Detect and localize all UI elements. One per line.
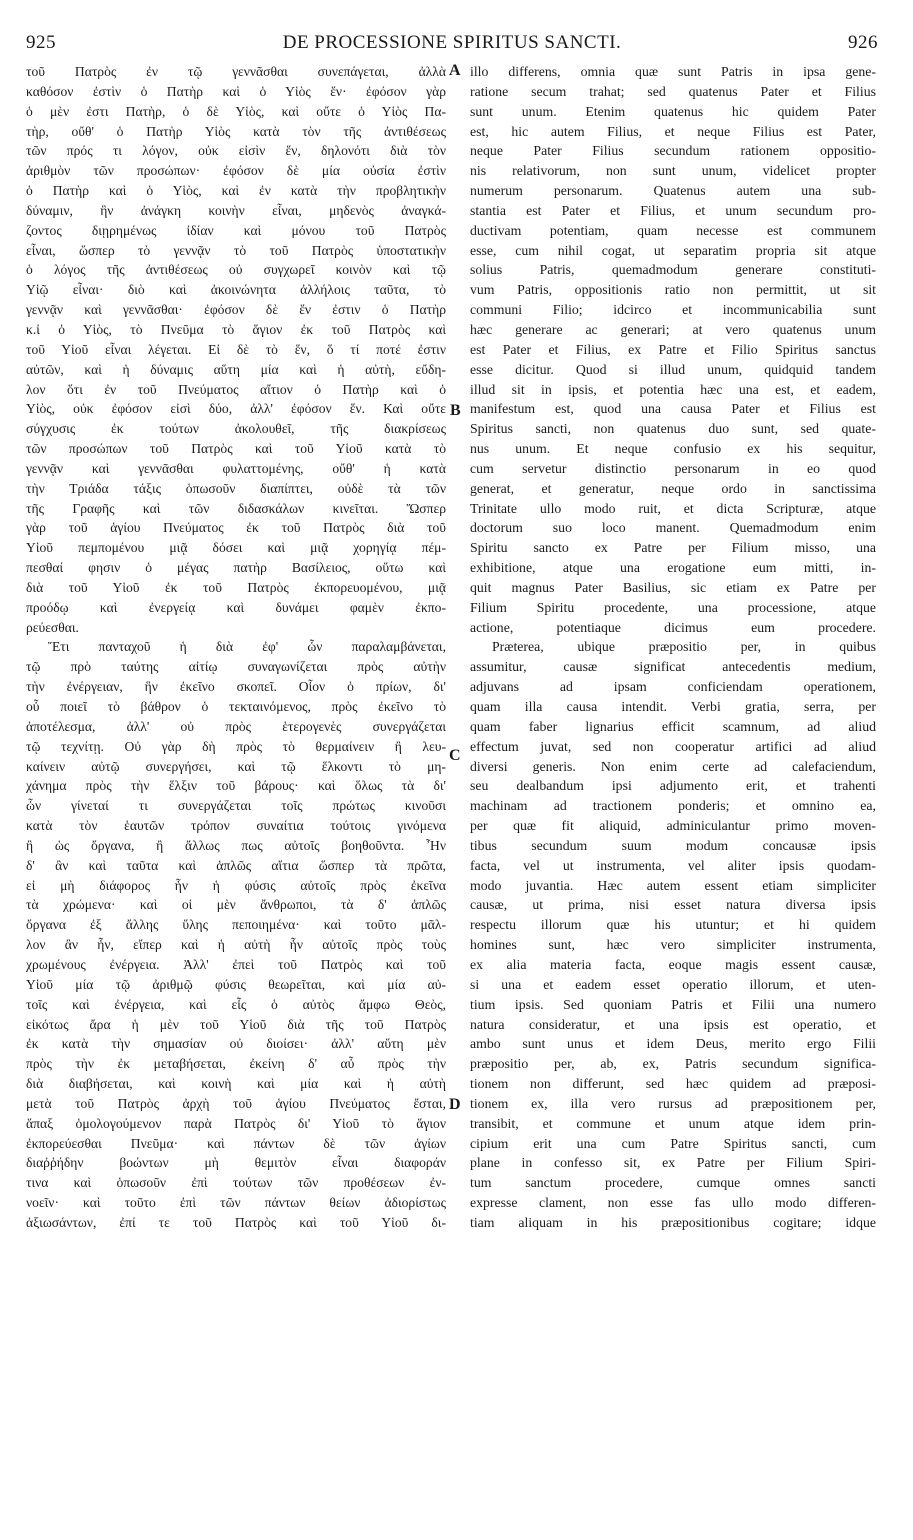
text-line: quam faber lignarius efficit scamnum, ad aliud xyxy=(470,718,876,734)
text-line: manifestum est, quod una causa Pater et Filius est xyxy=(470,401,876,417)
text-line: quit magnus Pater Basilius, sic etiam ex Patre per xyxy=(470,579,876,595)
text-line: ρεύεσθαι. xyxy=(26,619,79,635)
text-line: tionem non differunt, sed hæc quidem ad præposi- xyxy=(470,1076,876,1092)
text-line: Spiritu sancto ex Patre per Filium misso, una xyxy=(470,540,876,556)
text-line: πεσθαί φησιν ὁ μέγας πατὴρ Βασίλειος, οὕτω καὶ xyxy=(26,560,446,576)
text-line: ἀποτέλεσμα, ἀλλ' οὐ πρὸς ἑτερογενὲς συνεργάζεται xyxy=(26,718,446,734)
text-line: τὴρ, οὔθ' ὁ Πατὴρ Υἱὸς κατὰ τὸν τῆς ἀντιθέσεως xyxy=(26,123,446,139)
text-line: Spiritus sancti, non quatenus duo sunt, sed quate- xyxy=(470,421,876,437)
text-line: δύναμιν, ἣν ἀνάγκη κοινὴν εἶναι, μηδενὸς ἀναγκά- xyxy=(26,202,446,218)
text-line: δ' ἂν καὶ ταῦτα καὶ ἁπλῶς αἴτια ὥσπερ τὰ πρῶτα, xyxy=(26,857,446,873)
text-line: Υἱοῦ μία τῷ ἀριθμῷ φύσις θεωρεῖται, καὶ μία αὐ- xyxy=(26,976,446,992)
text-line: διαῤῥήδην βοώντων μὴ θεμιτὸν εἶναι διαφοράν xyxy=(26,1155,446,1171)
text-line: τῷ πρὸ ταύτης αἰτίῳ συναγωνίζεται πρὸς αὐτὴν xyxy=(26,659,446,675)
text-line: doctorum suo loco manent. Quemadmodum enim xyxy=(470,520,876,536)
text-line: numerum personarum. Quatenus autem una sub- xyxy=(470,183,876,199)
text-line: εἶναι, ὥσπερ τὸ γεννᾷν τὸ τοῦ Πατρὸς ὑποστατικὴν xyxy=(26,242,446,258)
text-line: τὴν Τριάδα τάξις ὁπωσοῦν διαπίπτει, οὐδὲ τὰ τῶν xyxy=(26,480,446,496)
page-number-right: 926 xyxy=(848,32,878,53)
text-line: ὧν γίνεταί τι συνεργάζεται τοῖς πρώτως κινοῦσι xyxy=(26,798,446,814)
text-line: καθόσον ἐστὶν ὁ Πατὴρ καὶ ὁ Υἱὸς ἕν· ἐφόσον γὰρ xyxy=(26,83,446,99)
text-line: λον ὅτι ἐν τοῦ Πνεύματος αἴτιον ὁ Πατὴρ καὶ ὁ xyxy=(26,381,446,397)
text-line: ἀξιωσάντων, ἐπί τε τοῦ Πατρὸς καὶ τοῦ Υἱοῦ δι- xyxy=(26,1214,446,1230)
text-line: est Pater et Filius, ex Patre et Filio Spiritus sanctus xyxy=(470,341,876,357)
text-line: esse, cum nihil cogat, ut separatim propria sit atque xyxy=(470,242,876,258)
text-line: τῆς Γραφῆς καὶ τῶν διδασκάλων κινεῖται. Ὥσπερ xyxy=(26,500,446,516)
text-line: tum sanctum procedere, cumque omnes sancti xyxy=(470,1175,876,1191)
text-line: ratione secum trahat; sed quatenus Pater et Filius xyxy=(470,83,876,99)
text-line: τινα καὶ ὁπωσοῦν ἐπὶ τούτων τῶν προθέσεων ἐν- xyxy=(26,1175,446,1191)
text-line: actione, potentiaque dicimus eum procedere. xyxy=(470,619,876,635)
page-header xyxy=(26,32,878,58)
page-number-left: 925 xyxy=(26,32,56,53)
text-line: ἀριθμὸν τῶν προσώπων· ἐφόσον δὲ μία οὐσία ἐστὶν xyxy=(26,163,446,179)
text-line: τῷ τεχνίτῃ. Οὐ γὰρ δὴ πρὸς τὸ θερμαίνειν ἢ λευ- xyxy=(26,738,446,754)
text-line: ζοντος διῃρημένως ἰδίαν καὶ μόνου τοῦ Πατρὸς xyxy=(26,222,446,238)
text-line: διὰ τοῦ Υἱοῦ ἐκ τοῦ Πατρὸς ἐκπορευομένου, μιᾷ xyxy=(26,579,446,595)
text-line: hæc generare ac generari; at vero quatenus unum xyxy=(470,321,876,337)
text-line: sunt unum. Etenim quatenus hic quidem Pater xyxy=(470,103,876,119)
text-line: Trinitate ullo modo ruit, et dicta Scripturæ, atque xyxy=(470,500,876,516)
text-line: ductivam potentiam, quam necesse est communem xyxy=(470,222,876,238)
text-line: ὁ Πατὴρ καὶ ὁ Υἱὸς, καὶ ἐν κατὰ τὴν προβλητικὴν xyxy=(26,183,446,199)
text-line: esse dicitur. Quod si illud unum, quidquid tandem xyxy=(470,361,876,377)
margin-marker-c: C xyxy=(449,747,461,764)
running-title: DE PROCESSIONE SPIRITUS SANCTI. xyxy=(282,32,622,53)
text-line: κατὰ τὸν ἑαυτῶν τρόπον συναίτια τούτοις γινόμενα xyxy=(26,818,446,834)
text-line: ὁ λόγος τῆς ἀντιθέσεως οὐ συγχωρεῖ κοινὸν καὶ τῷ xyxy=(26,262,446,278)
text-line: ex alia materia facta, eoque magis essent causæ, xyxy=(470,956,876,972)
text-line: χρωμένους ἐνέργεια. Ἀλλ' ἐπεὶ τοῦ Πατρὸς καὶ τοῦ xyxy=(26,956,446,972)
text-line: solius Patris, quemadmodum generare constituti- xyxy=(470,262,876,278)
text-line: σύγχυσις ἐκ τούτων ἀκολουθεῖ, τῆς διακρίσεως xyxy=(26,421,446,437)
text-line: ὄργανα ἐξ ἄλλης ὕλης πεποιημένα· καὶ τοῦτο μᾶλ- xyxy=(26,917,446,933)
text-line: quam illa causa intendit. Verbi gratia, serra, per xyxy=(470,699,876,714)
text-line: diversi generis. Non enim certe ad calefaciendum, xyxy=(470,758,876,774)
text-line: natura consideratur, et una ipsis est operatio, et xyxy=(470,1016,876,1032)
text-line: plane in confesso sit, ex Patre per Filium Spiri- xyxy=(470,1155,876,1171)
text-line: seu dealbandum ipsi adjumento erit, et trahenti xyxy=(470,778,876,794)
text-line: τοῖς καὶ ἐνέργεια, καὶ εἷς ὁ αὐτὸς ἄμφω Θεὸς, xyxy=(26,996,446,1012)
text-line: Filium Spiritu procedente, una processione, atque xyxy=(470,599,876,615)
text-line: αὐτῶν, καὶ ἡ δύναμις αὕτη μία καὶ ἡ αὐτὴ, εὔδη- xyxy=(26,361,446,377)
text-line: πρὸς τὴν ἐκ μεταβήσεται, ἐκείνη δ' αὖ πρὸς τὴν xyxy=(26,1056,446,1072)
text-line: τοῦ Υἱοῦ εἶναι λέγεται. Εἰ δὲ τὸ ἕν, ὅ τί ποτέ ἐστιν xyxy=(26,341,446,357)
text-line: causæ, ut prima, nisi esset natura diversa ipsis xyxy=(470,897,876,913)
text-line: Υἱῷ εἶναι· διὸ καὶ ἀκοινώνητα ἀλλήλοις ταῦτα, τὸ xyxy=(26,282,446,298)
text-line: illud sit in ipsis, et potentia hæc una est, et eadem, xyxy=(470,381,876,397)
text-line: τῶν πρός τι λόγον, οὐκ εἰσὶν ἕν, δηλονότι διὰ τὸν xyxy=(26,143,446,159)
text-line: illo differens, omnia quæ sunt Patris in ipsa gene- xyxy=(470,64,876,79)
text-line: cum servetur distinctio personarum in eo quod xyxy=(470,460,876,476)
text-line: Præterea, ubique præpositio per, in quibus xyxy=(492,639,876,655)
text-line: respectu illorum quæ his utuntur; et hi quidem xyxy=(470,917,876,933)
text-line: communi Filio; idcirco et incommunicabilia sunt xyxy=(470,302,876,318)
text-line: τῶν προσώπων τοῦ Πατρὸς καὶ τοῦ Υἱοῦ κατὰ τὸ xyxy=(26,441,446,457)
text-line: tionem ex, illa vero rursus ad præpositionem per, xyxy=(470,1095,876,1111)
text-line: εἰ μὴ διάφορος ἦν ἡ φύσις αὐτοῖς πρὸς ἐκεῖνα xyxy=(26,877,446,893)
greek-column xyxy=(26,62,446,1233)
text-line: γὰρ τοῦ ἁγίου Πνεύματος ἐκ τοῦ Πατρὸς διὰ τοῦ xyxy=(26,520,446,536)
text-line: μετὰ τοῦ Πατρὸς ἀρχὴ τοῦ ἁγίου Πνεύματος ἔσται, xyxy=(26,1095,446,1111)
text-line: ἢ ὡς ὄργανα, ἢ ἄλλως πως αὐτοῖς βοηθοῦντα. Ἦν xyxy=(26,837,446,853)
text-line: Υἱοῦ πεμπομένου μιᾷ δόσει καὶ μιᾷ χορηγίᾳ πέμ- xyxy=(26,540,446,556)
text-line: neque Pater Filius secundum rationem oppositio- xyxy=(470,143,876,159)
text-line: generat, et generatur, neque ordo in sanctissima xyxy=(470,480,876,496)
text-line: machinam ad tractionem ponderis; et omnino ea, xyxy=(470,798,876,814)
text-line: ἐκπορεύεσθαι Πνεῦμα· καὶ πάντων δὲ τῶν ἁγίων xyxy=(26,1135,446,1151)
text-line: vum Patris, oppositionis ratio non permittit, ut sit xyxy=(470,282,876,298)
text-line: per quæ fit aliquid, adminiculantur primo moven- xyxy=(470,818,876,834)
text-line: præpositio per, ab, ex, Patris secundum significa- xyxy=(470,1056,876,1072)
text-line: tiam aliquam in his præpositionibus cogitare; idque xyxy=(470,1214,876,1230)
text-line: οὗ ποιεῖ τὸ βάθρον ὁ τεκταινόμενος, πρὸς ἐκεῖνο τὸ xyxy=(26,699,446,714)
text-line: ambo sunt unus et idem Deus, merito ergo Filii xyxy=(470,1036,876,1052)
text-line: καίνειν αὐτῷ συνεργήσει, καὶ τῷ ἕλκοντι τὸ μη- xyxy=(26,758,446,774)
text-line: τὰ χρώμενα· καὶ οἱ μὲν ἄνθρωποι, τὰ δ' ἁπλῶς xyxy=(26,897,446,913)
text-line: transibit, et commune et unum atque idem prin- xyxy=(470,1115,876,1131)
text-line: homines sunt, hæc vero simpliciter instrumenta, xyxy=(470,937,876,953)
text-line: ἐκ κατὰ τὴν σημασίαν οὐ διοίσει· ἀλλ' αὕτη μὲν xyxy=(26,1036,446,1052)
text-line: ὁ μὲν ἐστι Πατὴρ, ὁ δὲ Υἱὸς, καὶ οὔτε ὁ Υἱὸς Πα- xyxy=(26,103,446,119)
text-line: est, hic autem Filius, et neque Filius est Pater, xyxy=(470,123,876,139)
text-line: nis relativorum, non sunt unum, videlicet propter xyxy=(470,163,876,179)
text-line: διὰ διαβήσεται, καὶ κοινὴ καὶ μία καὶ ἡ αὐτὴ xyxy=(26,1076,446,1092)
latin-column xyxy=(470,62,876,1233)
text-line: si una et eadem esset operatio illorum, et uten- xyxy=(470,976,876,992)
text-line: λον ἂν ἦν, εἴπερ καὶ ἡ αὐτὴ ἦν αὐτοῖς πρὸς τοὺς xyxy=(26,937,446,953)
text-line: νοεῖν· καὶ τοῦτο ἐπὶ τῶν πάντων θείων ἀδιορίστως xyxy=(26,1195,446,1211)
text-line: Ἔτι πανταχοῦ ἡ διὰ ἐφ' ὧν παραλαμβάνεται, xyxy=(48,639,446,655)
text-line: effectum juvat, sed non cooperatur artifici ad aliud xyxy=(470,738,876,754)
text-line: τὴν ἐνέργειαν, ἣν ἐκεῖνο σκοπεῖ. Οἷον ὁ πρίων, δι' xyxy=(26,679,446,695)
text-line: expresse clament, non esse fas ullo modo differen- xyxy=(470,1195,876,1211)
text-line: Υἱὸς, οὐκ ἐφόσον εἰσὶ δύο, ἀλλ' ἐφόσον ἕν. Καὶ οὔτε xyxy=(26,401,446,417)
text-line: assumitur, causæ significat antecedentis medium, xyxy=(470,659,876,675)
text-line: χάνημα πρὸς τὴν ἕλξιν τοῦ βάρους· καὶ ὅλως τὰ δι' xyxy=(26,778,446,794)
text-line: modo juvantia. Hæc autem essent etiam simpliciter xyxy=(470,877,876,893)
text-line: προόδῳ καὶ ἐνεργείᾳ καὶ δυνάμει φαμὲν ἐκπο- xyxy=(26,599,446,615)
text-line: εἰκότως ἄρα ἡ μὲν τοῦ Υἱοῦ διὰ τῆς τοῦ Πατρὸς xyxy=(26,1016,446,1032)
text-line: γεννᾷν καὶ γεννᾶσθαι· ἐφόσον δὲ ἕν ἐστιν ὁ Πατὴρ xyxy=(26,302,446,318)
text-line: nus unum. Et neque confusio ex his sequitur, xyxy=(470,441,876,457)
text-line: facta, vel ut instrumenta, vel aliter ipsis quodam- xyxy=(470,857,876,873)
text-line: γεννᾷν καὶ γεννᾶσθαι φυλαττομένης, οὔθ' ἡ κατὰ xyxy=(26,460,446,476)
margin-marker-a: A xyxy=(449,62,461,79)
text-line: cipium erit una cum Patre Spiritus sancti, cum xyxy=(470,1135,876,1151)
text-line: tium ipsis. Sed quoniam Patris et Filii una numero xyxy=(470,996,876,1012)
margin-marker-b: B xyxy=(450,402,461,419)
text-line: stantia est Pater et Filius, et unum secundum pro- xyxy=(470,202,876,218)
text-line: adjuvans ad ipsam conficiendam operationem, xyxy=(470,679,876,695)
text-line: κ.ἰ ὁ Υἱὸς, τὸ Πνεῦμα τὸ ἅγιον ἐκ τοῦ Πατρὸς καὶ xyxy=(26,321,446,337)
text-line: τοῦ Πατρὸς ἐν τῷ γεννᾶσθαι συνεπάγεται, ἀλλὰ xyxy=(26,64,446,79)
text-line: exhibitione, atque una erogatione eum mitti, in- xyxy=(470,560,876,576)
text-line: ἅπαξ ὁμολογούμενον παρὰ Πατρὸς δι' Υἱοῦ τὸ ἅγιον xyxy=(26,1115,446,1131)
text-line: tibus secundum suum modum concausæ ipsis xyxy=(470,837,876,853)
margin-marker-d: D xyxy=(449,1096,461,1113)
